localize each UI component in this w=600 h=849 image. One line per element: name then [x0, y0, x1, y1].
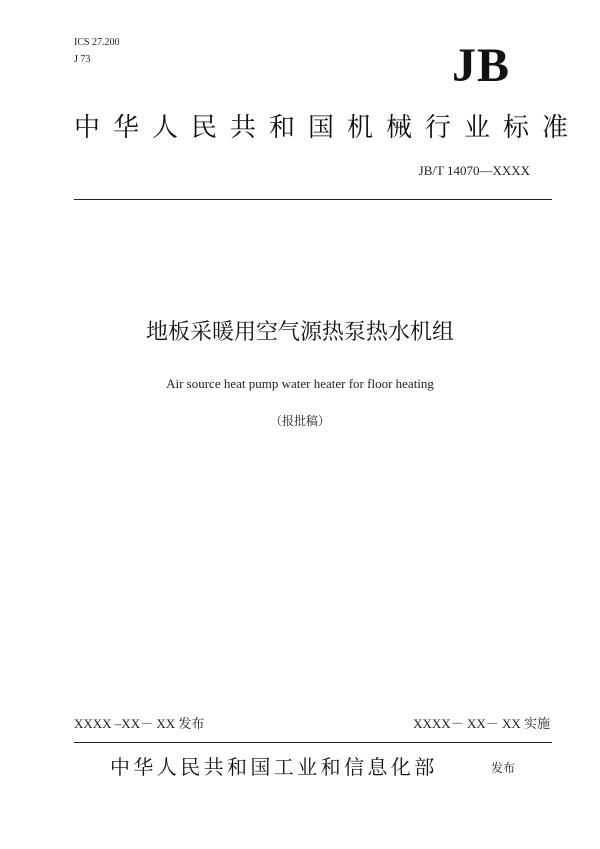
- ccs-code: J 73: [74, 54, 91, 65]
- standard-number: JB/T 14070—XXXX: [418, 163, 530, 178]
- top-divider: [74, 199, 552, 200]
- document-title: 地板采暖用空气源热泵热水机组: [145, 320, 454, 345]
- jb-logo: JB: [452, 39, 511, 92]
- standard-category-title: 中华人民共和国机械行业标准: [74, 113, 582, 143]
- bottom-divider: [74, 742, 552, 743]
- issuing-authority: 中华人民共和国工业和信息化部: [110, 755, 438, 779]
- issue-label: 发布: [491, 761, 516, 775]
- ics-code: ICS 27.200: [74, 37, 120, 48]
- implementation-date: XXXX－ XX－ XX 实施: [413, 716, 550, 731]
- draft-status: （报批稿）: [269, 414, 330, 428]
- issue-date: XXXX –XX－ XX 发布: [74, 716, 205, 731]
- document-english-title: Air source heat pump water heater for floor heating: [166, 376, 434, 391]
